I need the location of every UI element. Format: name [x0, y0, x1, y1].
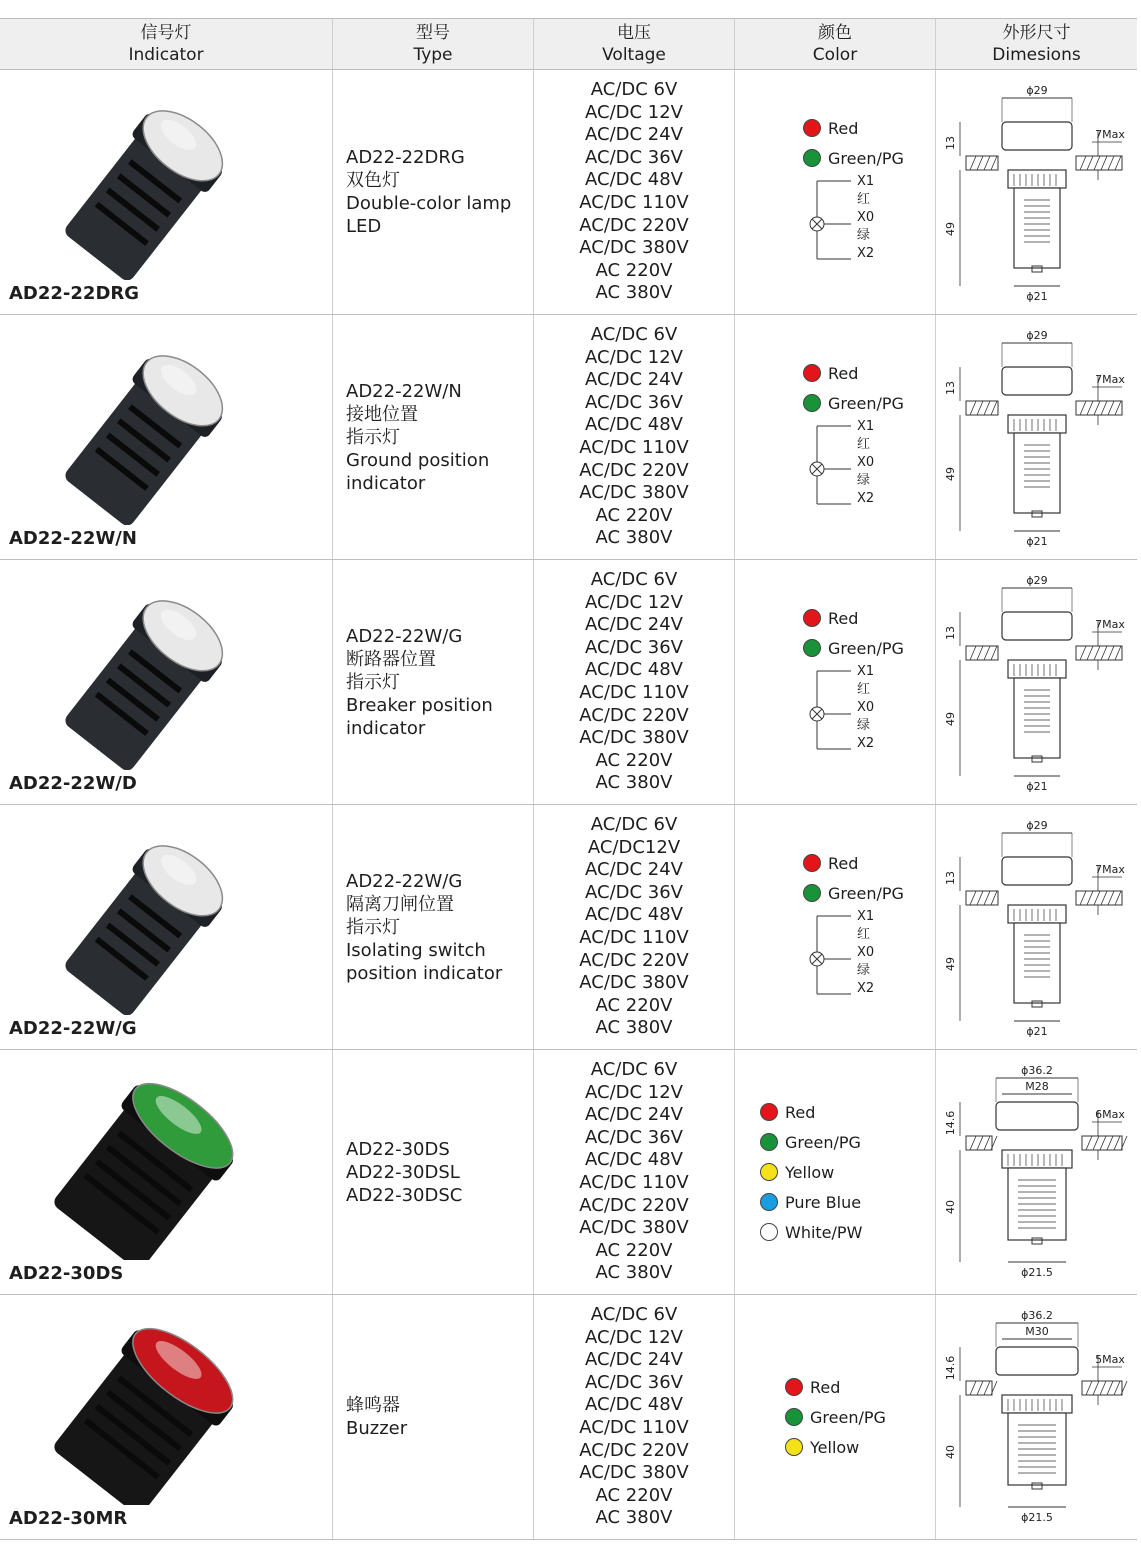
dim-bottom-label: ϕ21	[1026, 1025, 1048, 1038]
dim-max-label: 7Max	[1095, 373, 1125, 386]
model-label: AD22-22W/D	[9, 773, 137, 794]
wiring-label: X0	[857, 945, 875, 960]
color-option	[803, 358, 935, 388]
cap-outline	[1002, 122, 1072, 150]
nut-outline	[1008, 660, 1066, 678]
voltage-value: AC/DC 110V	[579, 192, 689, 213]
voltage-value: AC/DC 380V	[579, 482, 689, 504]
color-option	[760, 1187, 935, 1217]
dim-h1-label: 13	[944, 381, 957, 395]
type-line: 双色灯	[346, 170, 400, 191]
header-type: 型号 Type	[333, 19, 534, 69]
color-swatch-icon	[760, 1223, 778, 1241]
type-line: Buzzer	[346, 1418, 408, 1439]
color-label: Red	[810, 1377, 841, 1397]
voltage-value: AC/DC 12V	[585, 101, 683, 123]
indicator-lamp-image	[50, 815, 280, 1015]
color-swatch-icon	[760, 1133, 778, 1151]
indicator-cell	[0, 1295, 333, 1539]
voltage-value: AC/DC 220V	[579, 1439, 689, 1461]
color-option	[803, 633, 935, 663]
nut-outline	[1008, 905, 1066, 923]
color-option	[803, 848, 935, 878]
type-line: 指示灯	[346, 426, 400, 448]
dim-max-label: 7Max	[1095, 863, 1125, 876]
wiring-label: X1	[857, 419, 875, 434]
color-swatch-icon	[803, 884, 821, 902]
cap-outline	[996, 1347, 1078, 1375]
color-cell	[735, 805, 936, 1049]
indicator-cell	[0, 315, 333, 559]
wiring-label: X1	[857, 909, 875, 924]
color-list	[735, 358, 935, 418]
voltage-value: AC/DC 380V	[579, 237, 689, 259]
panel-section	[966, 1136, 992, 1150]
type-line: AD22-30DSC	[346, 1184, 463, 1206]
voltage-value: AC/DC 24V	[585, 124, 683, 146]
table-body	[0, 70, 1137, 1540]
wiring-symbol	[803, 179, 863, 271]
color-cell	[735, 1295, 936, 1539]
type-line: AD22-22W/G	[346, 625, 463, 647]
type-cell	[333, 805, 534, 1049]
table-row	[0, 805, 1137, 1050]
voltage-value: AC 380V	[595, 1507, 673, 1529]
color-option	[785, 1372, 935, 1402]
type-line: AD22-22W/N	[346, 380, 462, 402]
table-row	[0, 1295, 1137, 1540]
voltage-value: AC/DC 24V	[585, 369, 683, 391]
voltage-value: AC/DC 48V	[585, 1149, 683, 1171]
voltage-cell	[534, 315, 735, 559]
dimension-drawing	[936, 1295, 1137, 1539]
voltage-value: AC/DC 380V	[579, 972, 689, 994]
color-list	[735, 1097, 935, 1247]
table-row	[0, 560, 1137, 805]
voltage-value: AC/DC 24V	[585, 1349, 683, 1371]
color-option	[785, 1432, 935, 1462]
color-swatch-icon	[803, 364, 821, 382]
voltage-value: AC/DC 110V	[579, 437, 689, 458]
voltage-value: AC/DC 24V	[585, 859, 683, 881]
dim-h2-label: 40	[944, 1445, 957, 1459]
dim-max-label: 7Max	[1095, 128, 1125, 141]
wiring-diagram	[803, 909, 923, 1006]
color-label: Pure Blue	[785, 1192, 862, 1212]
voltage-value: AC/DC 12V	[585, 591, 683, 613]
dim-top-label: ϕ29	[1026, 84, 1048, 97]
panel-section	[966, 1381, 992, 1395]
dim-thread-label: M30	[1025, 1325, 1049, 1338]
type-cell	[333, 560, 534, 804]
wiring-label: 绿	[857, 718, 871, 733]
voltage-cell	[534, 1295, 735, 1539]
voltage-value: AC/DC 24V	[585, 614, 683, 636]
type-line: AD22-22DRG	[346, 147, 465, 168]
voltage-value: AC 220V	[595, 1484, 673, 1506]
table-row	[0, 70, 1137, 315]
voltage-value: AC/DC 110V	[579, 1417, 689, 1438]
type-cell	[333, 70, 534, 314]
voltage-value: AC/DC 48V	[585, 1394, 683, 1416]
color-swatch-icon	[785, 1378, 803, 1396]
nut-outline	[1008, 170, 1066, 188]
voltage-cell	[534, 560, 735, 804]
color-option	[760, 1097, 935, 1127]
wiring-symbol	[803, 914, 863, 1006]
voltage-value: AC 220V	[595, 504, 673, 526]
indicator-cell	[0, 70, 333, 314]
voltage-value: AC 220V	[595, 994, 673, 1016]
voltage-value: AC/DC 6V	[590, 324, 678, 346]
header-color: 颜色 Color	[735, 19, 936, 69]
voltage-value: AC/DC 220V	[579, 214, 689, 236]
voltage-value: AC/DC 12V	[585, 1081, 683, 1103]
type-line: 断路器位置	[346, 648, 436, 670]
type-line: LED	[346, 216, 382, 237]
dim-h1-label: 14.6	[944, 1110, 957, 1136]
type-line: Double-color lamp	[346, 193, 512, 214]
dimensions-cell	[936, 315, 1137, 559]
type-line: 隔离刀闸位置	[346, 893, 454, 915]
color-swatch-icon	[803, 394, 821, 412]
wiring-symbol	[803, 669, 863, 761]
color-swatch-icon	[785, 1408, 803, 1426]
color-option	[760, 1157, 935, 1187]
table-row	[0, 315, 1137, 560]
type-line: AD22-30DSL	[346, 1161, 460, 1183]
dim-top-label: ϕ29	[1026, 574, 1048, 587]
dimensions-cell	[936, 560, 1137, 804]
voltage-value: AC/DC 220V	[579, 459, 689, 481]
color-label: Green/PG	[828, 393, 904, 413]
wiring-label: 绿	[857, 228, 871, 243]
color-swatch-icon	[803, 149, 821, 167]
model-label: AD22-22DRG	[9, 283, 140, 304]
color-label: Red	[828, 363, 859, 383]
wiring-diagram	[803, 664, 923, 761]
type-line: AD22-22W/G	[346, 870, 463, 892]
wiring-label: 绿	[857, 473, 871, 488]
model-label: AD22-30MR	[9, 1508, 128, 1529]
voltage-value: AC 220V	[595, 1239, 673, 1261]
dim-h1-label: 13	[944, 871, 957, 885]
wiring-diagram	[803, 419, 923, 516]
voltage-value: AC/DC 36V	[585, 1371, 683, 1393]
dim-bottom-label: ϕ21.5	[1021, 1511, 1053, 1524]
color-option	[760, 1217, 935, 1247]
color-label: Red	[828, 608, 859, 628]
voltage-value: AC/DC 380V	[579, 727, 689, 749]
color-label: Red	[785, 1102, 816, 1122]
color-swatch-icon	[760, 1103, 778, 1121]
voltage-value: AC/DC 48V	[585, 659, 683, 681]
dim-top-label: ϕ36.2	[1021, 1309, 1053, 1322]
dim-bottom-label: ϕ21	[1026, 780, 1048, 793]
color-option	[760, 1127, 935, 1157]
dim-top-label: ϕ29	[1026, 329, 1048, 342]
wiring-label: 红	[857, 192, 871, 207]
voltage-value: AC/DC 36V	[585, 1126, 683, 1148]
cap-outline	[1002, 857, 1072, 885]
color-label: Yellow	[785, 1162, 835, 1182]
dim-top-label: ϕ29	[1026, 819, 1048, 832]
voltage-value: AC 380V	[595, 772, 673, 794]
dim-h1-label: 14.6	[944, 1355, 957, 1381]
type-cell	[333, 315, 534, 559]
indicator-lamp-image	[50, 570, 280, 770]
spec-table	[0, 18, 1137, 1540]
wiring-label: X2	[857, 736, 875, 751]
panel-section	[1082, 1381, 1122, 1395]
color-label: Green/PG	[828, 638, 904, 658]
dimension-drawing	[936, 805, 1137, 1049]
color-label: White/PW	[785, 1222, 863, 1242]
color-cell	[735, 70, 936, 314]
wiring-label: X0	[857, 455, 875, 470]
cap-outline	[996, 1102, 1078, 1130]
color-label: Green/PG	[828, 148, 904, 168]
voltage-value: AC/DC 220V	[579, 1194, 689, 1216]
type-line: AD22-30DS	[346, 1138, 450, 1160]
dim-max-label: 7Max	[1095, 618, 1125, 631]
table-row	[0, 1050, 1137, 1295]
color-swatch-icon	[785, 1438, 803, 1456]
voltage-value: AC/DC 36V	[585, 881, 683, 903]
color-option	[803, 143, 935, 173]
voltage-value: AC 220V	[595, 749, 673, 771]
voltage-value: AC/DC 110V	[579, 927, 689, 948]
color-cell	[735, 1050, 936, 1294]
type-cell	[333, 1295, 534, 1539]
header-indicator: 信号灯 Indicator	[0, 19, 333, 69]
voltage-value: AC/DC 36V	[585, 636, 683, 658]
voltage-value: AC/DC 12V	[585, 346, 683, 368]
color-cell	[735, 315, 936, 559]
nut-outline	[1008, 415, 1066, 433]
indicator-cell	[0, 1050, 333, 1294]
dim-max-label: 6Max	[1095, 1108, 1125, 1121]
dim-h1-label: 13	[944, 626, 957, 640]
color-option	[803, 878, 935, 908]
dim-bottom-label: ϕ21	[1026, 290, 1048, 303]
wiring-label: X1	[857, 664, 875, 679]
voltage-value: AC 380V	[595, 282, 673, 304]
voltage-value: AC/DC 36V	[585, 391, 683, 413]
dimensions-cell	[936, 805, 1137, 1049]
voltage-value: AC/DC 220V	[579, 704, 689, 726]
voltage-value: AC/DC 6V	[590, 569, 678, 591]
wiring-symbol	[803, 424, 863, 516]
voltage-value: AC/DC 6V	[590, 1059, 678, 1081]
cap-outline	[1002, 612, 1072, 640]
type-line: 接地位置	[346, 403, 418, 425]
voltage-cell	[534, 70, 735, 314]
dim-h2-label: 40	[944, 1200, 957, 1214]
dimension-drawing	[936, 315, 1137, 559]
indicator-cell	[0, 560, 333, 804]
type-cell	[333, 1050, 534, 1294]
type-line: Ground position	[346, 449, 490, 471]
color-list	[735, 1372, 935, 1462]
dim-bottom-label: ϕ21.5	[1021, 1266, 1053, 1279]
type-line: 指示灯	[346, 916, 400, 938]
color-swatch-icon	[803, 609, 821, 627]
color-label: Yellow	[810, 1437, 860, 1457]
voltage-value: AC/DC 12V	[585, 1326, 683, 1348]
color-swatch-icon	[803, 854, 821, 872]
indicator-lamp-image	[50, 1305, 280, 1505]
nut-outline	[1002, 1395, 1072, 1413]
voltage-value: AC/DC 380V	[579, 1462, 689, 1484]
voltage-value: AC/DC 6V	[590, 79, 678, 101]
type-line: indicator	[346, 472, 426, 494]
model-label: AD22-30DS	[9, 1263, 124, 1284]
color-swatch-icon	[760, 1163, 778, 1181]
voltage-value: AC/DC 48V	[585, 904, 683, 926]
dim-h2-label: 49	[944, 712, 957, 726]
indicator-lamp-image	[50, 1060, 280, 1260]
wiring-diagram	[803, 174, 923, 271]
color-option	[803, 113, 935, 143]
table-header	[0, 18, 1137, 70]
indicator-cell	[0, 805, 333, 1049]
type-line: 指示灯	[346, 671, 400, 693]
color-label: Green/PG	[810, 1407, 886, 1427]
dim-bottom-label: ϕ21	[1026, 535, 1048, 548]
type-line: position indicator	[346, 962, 503, 984]
dim-max-label: 5Max	[1095, 1353, 1125, 1366]
wiring-label: 红	[857, 927, 871, 942]
color-list	[735, 113, 935, 173]
wiring-label: X0	[857, 210, 875, 225]
voltage-cell	[534, 1050, 735, 1294]
dimensions-cell	[936, 1295, 1137, 1539]
type-line: Breaker position	[346, 694, 493, 716]
wiring-label: 绿	[857, 963, 871, 978]
color-swatch-icon	[803, 119, 821, 137]
voltage-value: AC 220V	[595, 259, 673, 281]
dimension-drawing	[936, 1050, 1137, 1294]
header-voltage: 电压 Voltage	[534, 19, 735, 69]
voltage-value: AC/DC 36V	[585, 146, 683, 168]
color-swatch-icon	[803, 639, 821, 657]
wiring-label: X2	[857, 246, 875, 261]
dimensions-cell	[936, 70, 1137, 314]
color-label: Green/PG	[828, 883, 904, 903]
color-label: Red	[828, 853, 859, 873]
model-label: AD22-22W/N	[9, 528, 137, 549]
dimension-drawing	[936, 70, 1137, 314]
voltage-value: AC/DC 48V	[585, 414, 683, 436]
cap-outline	[1002, 367, 1072, 395]
color-option	[785, 1402, 935, 1432]
model-label: AD22-22W/G	[9, 1018, 137, 1039]
voltage-value: AC 380V	[595, 1262, 673, 1284]
voltage-value: AC/DC 110V	[579, 1172, 689, 1193]
type-line: 蜂鸣器	[346, 1395, 400, 1416]
wiring-label: X2	[857, 981, 875, 996]
voltage-value: AC/DC12V	[587, 836, 681, 858]
dim-h2-label: 49	[944, 467, 957, 481]
dimensions-cell	[936, 1050, 1137, 1294]
voltage-value: AC 380V	[595, 1017, 673, 1039]
color-cell	[735, 560, 936, 804]
color-option	[803, 603, 935, 633]
voltage-value: AC/DC 48V	[585, 169, 683, 191]
voltage-value: AC/DC 6V	[590, 1304, 678, 1326]
dim-thread-label: M28	[1025, 1080, 1049, 1093]
panel-section	[1082, 1136, 1122, 1150]
color-list	[735, 603, 935, 663]
wiring-label: X2	[857, 491, 875, 506]
color-option	[803, 388, 935, 418]
dim-h2-label: 49	[944, 957, 957, 971]
color-swatch-icon	[760, 1193, 778, 1211]
color-list	[735, 848, 935, 908]
nut-outline	[1002, 1150, 1072, 1168]
wiring-label: 红	[857, 437, 871, 452]
type-line: indicator	[346, 717, 426, 739]
indicator-lamp-image	[50, 325, 280, 525]
voltage-value: AC/DC 220V	[579, 949, 689, 971]
indicator-lamp-image	[50, 80, 280, 280]
voltage-value: AC/DC 380V	[579, 1217, 689, 1239]
color-label: Red	[828, 118, 859, 138]
voltage-cell	[534, 805, 735, 1049]
voltage-value: AC 380V	[595, 527, 673, 549]
header-dimensions: 外形尺寸 Dimesions	[992, 23, 1081, 65]
voltage-value: AC/DC 24V	[585, 1104, 683, 1126]
color-label: Green/PG	[785, 1132, 861, 1152]
dimension-drawing	[936, 560, 1137, 804]
voltage-value: AC/DC 110V	[579, 682, 689, 703]
wiring-label: X1	[857, 174, 875, 189]
type-line: Isolating switch	[346, 939, 486, 961]
dim-h2-label: 49	[944, 222, 957, 236]
dim-top-label: ϕ36.2	[1021, 1064, 1053, 1077]
voltage-value: AC/DC 6V	[590, 814, 678, 836]
wiring-label: X0	[857, 700, 875, 715]
wiring-label: 红	[857, 682, 871, 697]
dim-h1-label: 13	[944, 136, 957, 150]
